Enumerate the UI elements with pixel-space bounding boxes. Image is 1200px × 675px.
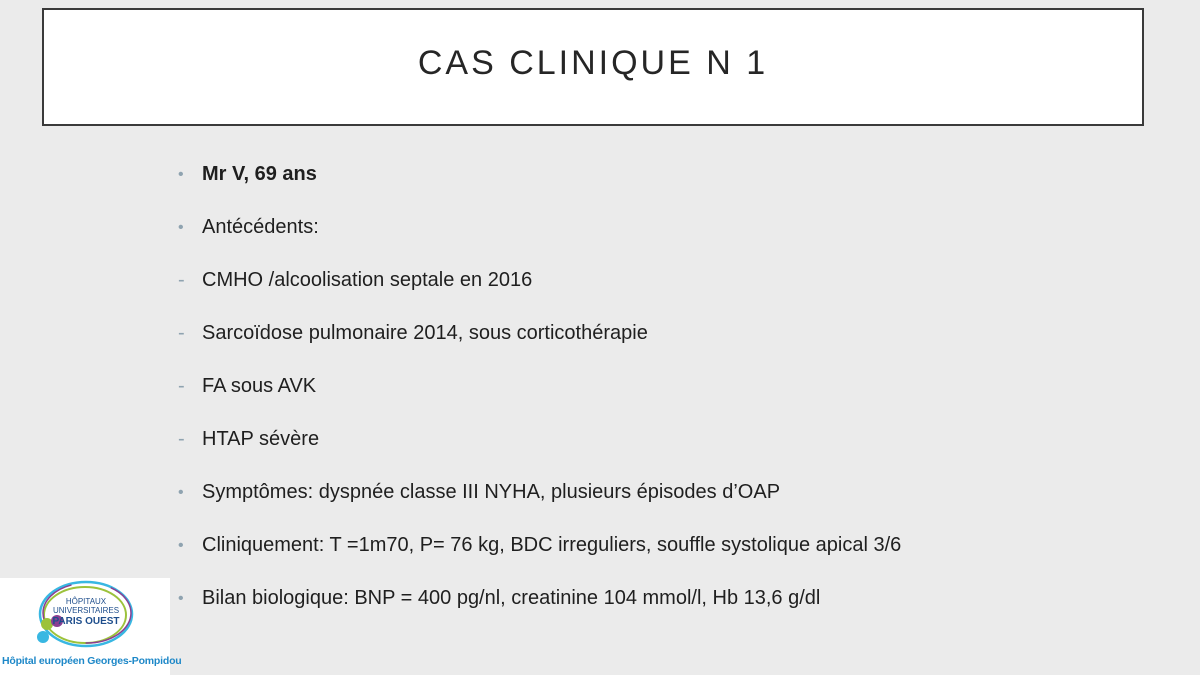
logo-caption: Hôpital européen Georges-Pompidou (2, 655, 182, 667)
bullet-marker: • (178, 537, 184, 554)
list-item (178, 314, 1158, 367)
dash-marker: - (178, 375, 185, 397)
logo-line-3: PARIS OUEST (52, 616, 120, 627)
logo-line-2: UNIVERSITAIRES (52, 606, 120, 615)
list-item (178, 579, 1158, 632)
list-item (178, 208, 1158, 261)
dash-marker: - (178, 269, 185, 291)
list-item (178, 526, 1158, 579)
item-text: Symptômes: dyspnée classe III NYHA, plusieurs épisodes d’OAP (202, 481, 781, 503)
dash-marker: - (178, 322, 185, 344)
content-list (178, 155, 1158, 632)
item-text: Cliniquement: T =1m70, P= 76 kg, BDC irreguliers, souffle systolique apical 3/6 (202, 534, 902, 556)
item-text: HTAP sévère (202, 428, 320, 450)
list-item (178, 420, 1158, 473)
list-item (178, 367, 1158, 420)
item-text: FA sous AVK (202, 375, 317, 397)
bullet-marker: • (178, 219, 184, 236)
slide-title: CAS CLINIQUE N 1 (417, 43, 769, 82)
bullet-marker: • (178, 166, 184, 183)
item-text: CMHO /alcoolisation septale en 2016 (202, 269, 533, 291)
title-box (42, 8, 1144, 126)
logo-line-1: HÔPITAUX (65, 597, 107, 606)
hospital-logo (0, 578, 182, 675)
item-text: Antécédents: (202, 216, 319, 238)
logo-emblem-icon (0, 578, 170, 656)
dash-marker: - (178, 428, 185, 450)
bullet-marker: • (178, 484, 184, 501)
item-text: Bilan biologique: BNP = 400 pg/nl, creatinine 104 mmol/l, Hb 13,6 g/dl (202, 587, 821, 609)
item-text: Mr V, 69 ans (202, 163, 317, 185)
list-item (178, 155, 1158, 208)
item-text: Sarcoïdose pulmonaire 2014, sous corticothérapie (202, 322, 648, 344)
list-item (178, 473, 1158, 526)
bullet-marker: • (178, 590, 184, 607)
list-item (178, 261, 1158, 314)
